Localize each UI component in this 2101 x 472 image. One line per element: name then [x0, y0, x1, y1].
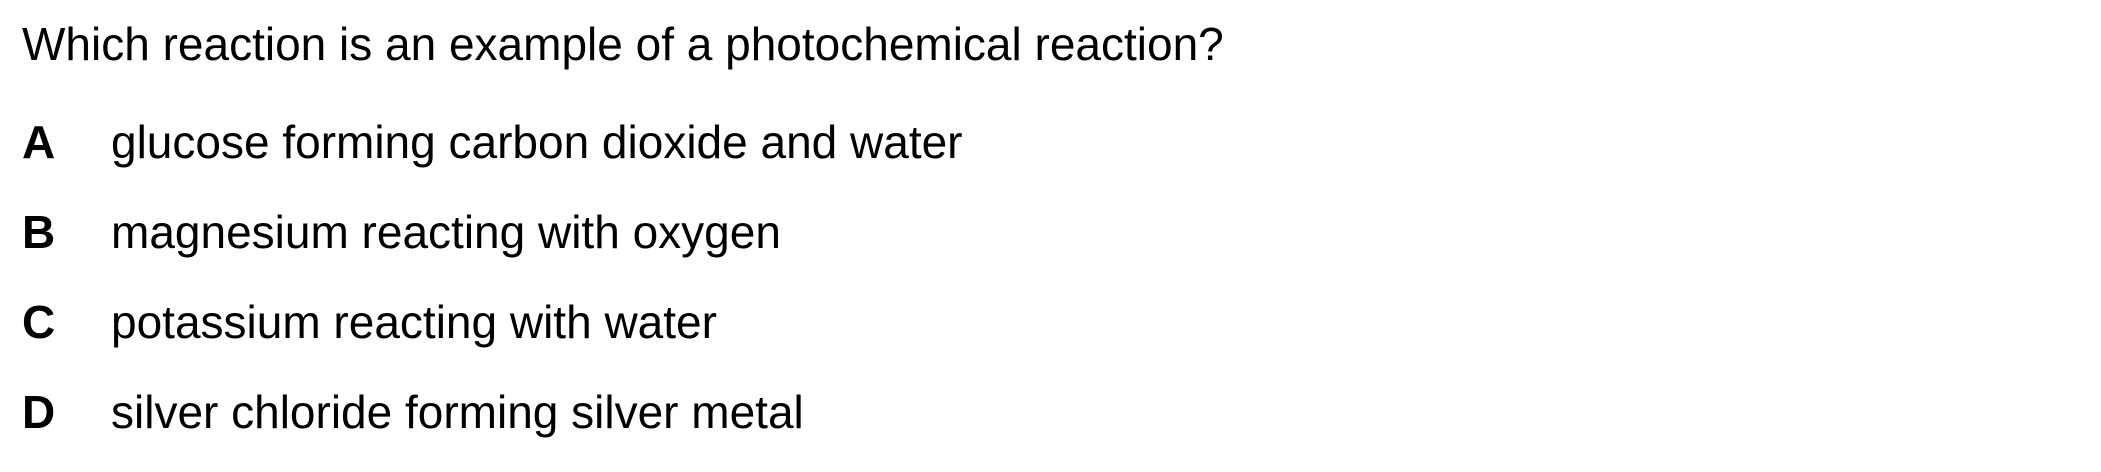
option-c[interactable] — [22, 292, 963, 382]
option-text: magnesium reacting with oxygen — [111, 206, 781, 258]
option-text: glucose forming carbon dioxide and water — [111, 116, 963, 168]
question-text: Which reaction is an example of a photochemical reaction? — [22, 18, 1224, 70]
option-letter: A — [22, 116, 56, 168]
option-d[interactable] — [22, 382, 963, 472]
option-a[interactable] — [22, 112, 963, 202]
option-text: silver chloride forming silver metal — [111, 386, 804, 438]
option-letter: B — [22, 206, 56, 258]
option-letter: C — [22, 296, 56, 348]
answer-options — [22, 112, 963, 472]
option-letter: D — [22, 386, 56, 438]
option-b[interactable] — [22, 202, 963, 292]
option-text: potassium reacting with water — [111, 296, 717, 348]
